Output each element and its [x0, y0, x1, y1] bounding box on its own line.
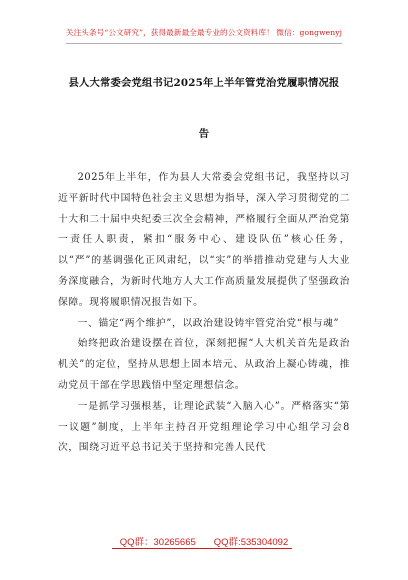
document-title-line-2: 告 [198, 128, 210, 140]
document-body [58, 168, 350, 459]
footer-underline [112, 548, 292, 549]
footer-qq-group-2: QQ群:535304092 [213, 537, 289, 548]
paragraph-intro: 2025年上半年，作为县人大常委会党组书记，我坚持以习近平新时代中国特色社会主义思想为指导，深入学习贯彻党的二十大和二十届中央纪委三次全会精神，严格履行全面从严治党第一责任人职责，紧扣“服务中心、建设队伍”核心任务，以“严”的基调强化正风肃纪，以“实”的举措推动党建与人大业务深度融合，为新时代地方人大工作高质量发展提供了坚强政治保障。现将履职情况报告如下。 [58, 172, 350, 308]
section-heading-1: 一、锚定“两个维护”，以政治建设铸牢管党治党“根与魂” [77, 317, 340, 329]
footer-qq-group-1: QQ群：30265665 [119, 537, 196, 548]
footer-qq-groups [0, 534, 408, 548]
paragraph-political-building: 始终把政治建设摆在首位，深刻把握“人大机关首先是政治机关”的定位，坚持从思想上固本培元、从政治上凝心铸魂，推动党员干部在学思践悟中坚定理想信念。 [58, 338, 350, 391]
document-title-line-1: 县人大常委会党组书记2025年上半年管党治党履职情况报 [68, 77, 340, 89]
header-banner: 关注头条号“公文研究”，获得最新最全最专业的公文资料库！ 微信：gongwenyj [65, 28, 343, 37]
paragraph-study: 一是抓学习强根基，让理论武装“入脑入心”。严格落实“第一议题”制度，上半年主持召开党组理论学习中心组学习会8次，围绕习近平总书记关于坚持和完善人民代 [58, 400, 350, 454]
header-divider [66, 43, 342, 44]
